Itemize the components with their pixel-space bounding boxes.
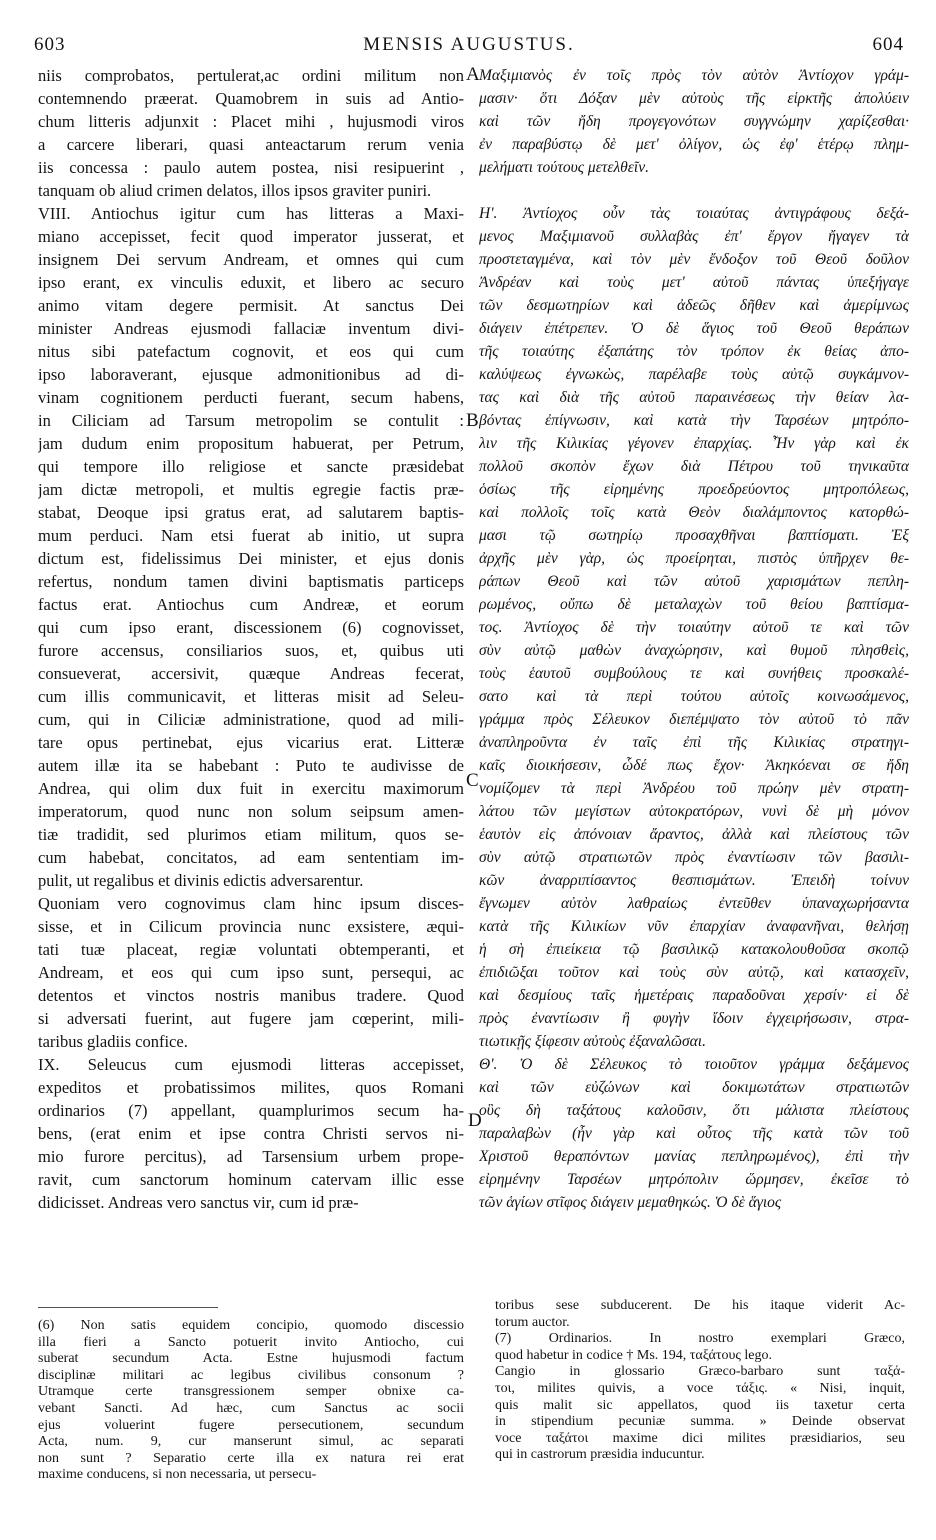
footnote-line: torum auctor. xyxy=(495,1314,570,1330)
greek-text-line: ἀναπληροῦντα ἐν ταῖς ἐπὶ τῆς Κιλικίας στρατηγι- xyxy=(479,734,909,751)
latin-text-line: ipso laboraverant, ejusque admonitionibus ad di- xyxy=(38,365,464,384)
footnote-line: maxime conducens, si non necessaria, ut persecu- xyxy=(38,1467,317,1483)
latin-text-line: animo vitam degere permisit. At sanctus Dei xyxy=(38,296,464,315)
greek-text-line xyxy=(479,179,909,202)
footnote-line: non sunt ? Separatio certe illa ex natura rei erat xyxy=(38,1450,464,1466)
latin-text-line: expeditos et probatissimos milites, quos Romani xyxy=(38,1078,464,1097)
latin-text-line: ravit, cum sanctorum hominum catervam illic esse xyxy=(38,1170,464,1189)
footnote-line: suberat secundum Acta. Estne hujusmodi factum xyxy=(38,1351,464,1367)
latin-text-line: si adversati fuerint, aut fugere jam cœperint, mili- xyxy=(38,1009,464,1028)
greek-text-line: λάτου τῶν μεγίστων αὐτοκρατόρων, νυνὶ δὲ μὴ μόνον xyxy=(479,803,909,820)
greek-text-line: σατο καὶ τὰ περὶ τούτου αὐτοῖς κοινωσάμενος, xyxy=(479,688,909,705)
latin-text-line: refertus, nondum tamen divini baptismatis particeps xyxy=(38,572,464,591)
page-header xyxy=(34,34,904,64)
greek-text-line: τας καὶ διὰ τῆς αὐτοῦ παραινέσεως τὴν θείαν λα- xyxy=(479,389,909,406)
greek-text-line: ρωμένος, οὔπω δὲ μεταλαχὼν τοῦ θείου βαπτίσμα- xyxy=(479,596,909,613)
footnote-rule xyxy=(38,1307,218,1308)
greek-text-line: καὶ πολλοῖς τοῖς κατὰ Θεὸν διαλάμποντος κατορθώ- xyxy=(479,504,909,521)
page-number-right: 604 xyxy=(872,34,904,55)
latin-text-line: consueverat, accersivit, quæque Andreas fecerat, xyxy=(38,664,464,683)
latin-text-line: Andream, et eos qui cum ipso sunt, persequi, ac xyxy=(38,963,464,982)
running-title: MENSIS AUGUSTUS. xyxy=(363,34,575,55)
latin-text-line: jam dudum enim propositum habuerat, per Petrum, xyxy=(38,434,464,453)
latin-text-line: dictum est, fidelissimus Dei minister, et ejus donis xyxy=(38,549,464,568)
greek-text-line: σὺν αὐτῷ μαθὼν ἀναχώρησιν, καὶ θυμοῦ πλησθεὶς, xyxy=(479,642,909,659)
footnote-line: in stipendium pecuniæ summa. » Deinde observat xyxy=(495,1414,905,1430)
greek-text-line: τῶν ἁγίων στῖφος διάγειν μεμαθηκώς. Ὁ δὲ ἅγιος xyxy=(479,1194,782,1211)
latin-text-line: cum, qui in Ciliciæ administratione, quod ad mili- xyxy=(38,710,464,729)
footnote-line: Utramque certe transgressionem semper obnixe ca- xyxy=(38,1384,464,1400)
latin-text-line: qui cum ipso erant, discessionem (6) cognovisset, xyxy=(38,618,464,637)
latin-text-line: pulit, ut regalibus et divinis edictis adversarentur. xyxy=(38,871,364,890)
footnote-line: qui in castrorum præsidia inducuntur. xyxy=(495,1447,705,1463)
latin-text-line: mio furore percitus), ad Tarsensium urbem prope- xyxy=(38,1147,464,1166)
greek-text-line: τιωτικῇς ξίφεσιν αὐτοὺς ἐξαναλῶσαι. xyxy=(479,1033,706,1050)
latin-text-line: autem illæ ita se habebant : Puto te audivisse de xyxy=(38,756,464,775)
section-marker-b: B xyxy=(466,410,479,431)
greek-text-line: ἑαυτὸν εἰς ἀπόνοιαν ἄραντος, ἀλλὰ καὶ πλείστους τῶν xyxy=(479,826,909,843)
greek-text-line: Χριστοῦ θεραπόντων μανίας πεπληρωμένος), ἐπὶ τὴν xyxy=(479,1148,909,1165)
latin-text-line: contemnendo præerat. Quamobrem in suis ad Antio- xyxy=(38,89,464,108)
greek-text-line: μενος Μαξιμιανοῦ συλλαβὰς ἐπ' ἔργον ἤγαγεν τὰ xyxy=(479,228,909,245)
greek-text-line: καὶ τῶν εὐζώνων καὶ δοκιμωτάτων στρατιωτῶν xyxy=(479,1079,909,1096)
latin-text-line: iis concessa : paulo autem postea, nisi resipuerint , xyxy=(38,158,464,177)
footnote-line: Acta, num. 9, cur manserunt simul, ac separati xyxy=(38,1434,464,1450)
latin-text-line: minister Andreas ejusmodi fallaciæ inventum divi- xyxy=(38,319,464,338)
latin-text-line: nitus sibi patefactum cognovit, et eos qui cum xyxy=(38,342,464,361)
latin-text-line: VIII. Antiochus igitur cum has litteras a Maxi- xyxy=(38,204,464,223)
greek-text-line: Μαξιμιανὸς ἐν τοῖς πρὸς τὸν αὐτὸν Ἀντίοχον γράμ- xyxy=(479,67,909,84)
latin-text-line: vinam cognitionem perducti fuerant, secum habens, xyxy=(38,388,464,407)
greek-text-line: ἐπιδιῶξαι τοῦτον καὶ τοὺς σὺν αὐτῷ, καὶ κατασχεῖν, xyxy=(479,964,909,981)
greek-text-line: Η'. Ἀντίοχος οὖν τὰς τοιαύτας ἀντιγράφους δεξά- xyxy=(479,205,909,222)
latin-text-line: ordinarios (7) appellant, quamplurimos secum ha- xyxy=(38,1101,464,1120)
greek-text-line: οὓς δὴ ταξάτους καλοῦσιν, ὅτι μάλιστα πλείστους xyxy=(479,1102,909,1119)
latin-text-line: sisse, et in Cilicum provincia nunc exsistere, æqui- xyxy=(38,917,464,936)
greek-text-line: Θ'. Ὁ δὲ Σέλευκος τὸ τοιοῦτον γράμμα δεξάμενος xyxy=(479,1056,909,1073)
latin-text-line: chum litteris adjunxit : Placet mihi , hujusmodi viros xyxy=(38,112,464,131)
footnote-line: vebant Sancti. Ad hæc, cum Sanctus ac socii xyxy=(38,1400,464,1416)
latin-text-line: detentos et vinctos nostris manibus tradere. Quod xyxy=(38,986,464,1005)
footnotes-right xyxy=(495,1298,905,1464)
latin-text-line: tanquam ob aliud crimen delatos, illos ipsos graviter puniri. xyxy=(38,181,432,200)
greek-text-line: διάγειν ἐπέτρεπεν. Ὁ δὲ ἅγιος τοῦ Θεοῦ θεράπων xyxy=(479,320,909,337)
greek-text-line: τος. Ἀντίοχος δὲ τὴν τοιαύτην αὐτοῦ τε καὶ τῶν xyxy=(479,619,909,636)
latin-text-line: cum illis communicavit, et litteras misit ad Seleu- xyxy=(38,687,464,706)
greek-text-line: καὶ δεσμίους ταῖς ἡμετέραις παραδοῦναι χερσίν· εἰ δὲ xyxy=(479,987,909,1004)
greek-text-line: νομίζομεν τὰ περὶ Ἀνδρέου τοῦ πρώην μὲν στρατη- xyxy=(479,780,909,797)
greek-text-line: ἀρχῆς μὲν γὰρ, ὡς προείρηται, πιστὸς ὑπῆρχεν θε- xyxy=(479,550,909,567)
footnote-line: illa fieri a Sancto potuerit invito Antiocho, cui xyxy=(38,1334,464,1350)
section-marker-a: A xyxy=(466,64,480,85)
greek-text-line: ὁσίως τῆς εἰρημένης προεδρεύοντος μητροπόλεως, xyxy=(479,481,909,498)
section-marker-d: D xyxy=(468,1110,482,1131)
greek-text-line: ἡ σὴ ἐπιείκεια τῷ βασιλικῷ κατακολουθοῦσα σκοπῷ xyxy=(479,941,909,958)
latin-text-line: qui tempore illo religiose et sancte præsidebat xyxy=(38,457,464,476)
latin-text-line: cum habebat, concitatos, ad eam sententiam im- xyxy=(38,848,464,867)
greek-text-line: ράπων Θεοῦ καὶ τῶν αὐτοῦ χαρισμάτων πεπλη- xyxy=(479,573,909,590)
latin-text-line: stabat, Deoque ipsi gratus erat, ad salutarem baptis- xyxy=(38,503,464,522)
latin-text-line: tati tuæ placeat, regiæ voluntati obtemperanti, et xyxy=(38,940,464,959)
greek-text-line: καλύψεως ἐγνωκὼς, παρέλαβε τοὺς αὐτῷ συγκάμνον- xyxy=(479,366,909,383)
footnote-line: voce ταξάτοι maxime dici milites præsidiarios, seu xyxy=(495,1430,905,1446)
greek-text-line: λιν τῆς Κιλικίας γέγονεν ἐπαρχίας. Ἦν γὰρ καὶ ἐκ xyxy=(479,435,909,452)
footnotes-left xyxy=(38,1318,464,1484)
footnote-line: quis malit sic appellatos, quod iis taxetur certa xyxy=(495,1397,905,1413)
greek-text-line: μελήματι τούτους μετελθεῖν. xyxy=(479,159,649,176)
latin-text-line: Andrea, qui olim dux fuit in exercitu maximorum xyxy=(38,779,464,798)
greek-text-line: καῖς διοικήσεσιν, ὧδέ πως ἔχον· Ἀκηκόεναι σε ἤδη xyxy=(479,757,909,774)
greek-text-line: κῶν ἀναρριπίσαντος θεσπισμάτων. Ἐπειδὴ τοίνυν xyxy=(479,872,909,889)
greek-text-line: καὶ τῶν ἤδη προγεγονότων συγγνώμην χαρίζεσθαι· xyxy=(479,113,909,130)
latin-text-line: IX. Seleucus cum ejusmodi litteras accepisset, xyxy=(38,1055,464,1074)
greek-text-line: γράμμα πρὸς Σέλευκον διεπέμψατο τὸν αὐτοῦ τὸ πᾶν xyxy=(479,711,909,728)
footnote-line: disciplinæ militari ac legibus civilibus consonum ? xyxy=(38,1367,464,1383)
greek-text-line: τῶν δεσμωτηρίων καὶ ἀδεῶς δῆθεν καὶ ἀμερίμνως xyxy=(479,297,909,314)
footnote-line: quod habetur in codice † Ms. 194, ταξάτους lego. xyxy=(495,1347,773,1363)
latin-text-line: factus erat. Antiochus cum Andreæ, et eorum xyxy=(38,595,464,614)
page-number-left: 603 xyxy=(34,34,66,55)
latin-text-line: miano accepisset, fecit quod imperator jusserat, et xyxy=(38,227,464,246)
latin-text-line: mum perduci. Nam etsi fuerat ab initio, ut supra xyxy=(38,526,464,545)
section-marker-c: C xyxy=(466,770,479,791)
latin-text-line: didicisset. Andreas vero sanctus vir, cum id præ- xyxy=(38,1193,359,1212)
footnote-line: ejus voluerint fugere persecutionem, secundum xyxy=(38,1417,464,1433)
greek-text-line: σὺν αὐτῷ στρατιωτῶν πρὸς ἐναντίωσιν τῶν βασιλι- xyxy=(479,849,909,866)
greek-text-line: εἰρημένην Ταρσέων μητρόπολιν ὥρμησεν, ἐκεῖσε τὸ xyxy=(479,1171,909,1188)
latin-text-line: bens, (erat enim et ipse contra Christi servos ni- xyxy=(38,1124,464,1143)
footnote-line: (7) Ordinarios. In nostro exemplari Græco, xyxy=(495,1331,905,1347)
greek-text-line: μασι τῷ σωτηρίῳ προσαχθῆναι βαπτίσματι. Ἐξ xyxy=(479,527,909,544)
latin-text-line: jam dictæ metropoli, et multis egregie factis præ- xyxy=(38,480,464,499)
latin-text-line: insignem Dei servum Andream, et omnes qui cum xyxy=(38,250,464,269)
greek-text-line: μασιν· ὅτι Δόξαν μὲν αὐτοὺς τῆς εἱρκτῆς ἀπολύειν xyxy=(479,90,909,107)
footnote-line: toribus sese subducerent. De his itaque viderit Ac- xyxy=(495,1298,905,1313)
latin-text-line: furore accensus, consiliarios suos, et, quibus uti xyxy=(38,641,464,660)
greek-text-column xyxy=(479,64,909,1214)
footnote-line: τοι, milites quivis, a voce τάξις. « Nisi, inquit, xyxy=(495,1380,905,1396)
latin-text-column xyxy=(38,64,464,1214)
greek-text-line: τῆς τοιαύτης ἐξαπάτης τὸν τρόπον ἐκ θείας ἀπο- xyxy=(479,343,909,360)
greek-text-line: τοὺς ἑαυτοῦ συμβούλους τε καὶ συνήθεις προσκαλέ- xyxy=(479,665,909,682)
latin-text-line: imperatorum, quod nunc non solum seipsum amen- xyxy=(38,802,464,821)
greek-text-line: ἐν παραβύστῳ δὲ μετ' ὀλίγον, ὡς ἐφ' ἑτέρῳ πλημ- xyxy=(479,136,909,153)
greek-text-line: πολλοῦ σκοπὸν ἔχων διὰ Πέτρου τοῦ τηνικαῦτα xyxy=(479,458,909,475)
greek-text-line: Ἀνδρέαν καὶ τοὺς μετ' αὐτοῦ πάντας ὑπεξήγαγε xyxy=(479,274,909,291)
latin-text-line: tare opus pertinebat, ejus vicarius erat. Litteræ xyxy=(38,733,464,752)
latin-text-line: niis comprobatos, pertulerat,ac ordini militum non xyxy=(38,66,464,85)
greek-text-line: προστεταγμένα, καὶ τὸν μὲν ἔνδοξον τοῦ Θεοῦ δοῦλον xyxy=(479,251,909,268)
latin-text-line: ipso erant, ex vinculis eduxit, et libero ac securo xyxy=(38,273,464,292)
latin-text-line: Quoniam vero cognovimus clam hinc ipsum disces- xyxy=(38,894,464,913)
latin-text-line: tiæ tradidit, sed plurimos etiam militum, quos se- xyxy=(38,825,464,844)
greek-text-line: ἔγνωμεν αὐτὸν λαθραίως ἐντεῦθεν ὑπαναχωρήσαντα xyxy=(479,895,909,912)
latin-text-line: taribus gladiis confice. xyxy=(38,1032,188,1051)
greek-text-line: βόντας ἐπίγνωσιν, καὶ κατὰ τὴν Ταρσέων μητρόπο- xyxy=(479,412,909,429)
latin-text-line: in Ciliciam ad Tarsum metropolim se contulit : xyxy=(38,411,464,430)
greek-text-line: πρὸς ἐναντίωσιν ἢ φυγὴν ἴδοιν ἐγχειρήσωσιν, στρα- xyxy=(479,1010,909,1027)
latin-text-line: a carcere liberari, quasi anteactarum rerum venia xyxy=(38,135,464,154)
footnote-line: (6) Non satis equidem concipio, quomodo discessio xyxy=(38,1318,464,1333)
greek-text-line: κατὰ τῆς Κιλικίων νῦν ἐπαρχίαν ἀναφανῆναι, θελήσῃ xyxy=(479,918,909,935)
footnote-line: Cangio in glossario Græco-barbaro sunt ταξά- xyxy=(495,1364,905,1380)
greek-text-line: παραλαβὼν (ἦν γὰρ καὶ οὗτος τῆς κατὰ τῶν τοῦ xyxy=(479,1125,909,1142)
